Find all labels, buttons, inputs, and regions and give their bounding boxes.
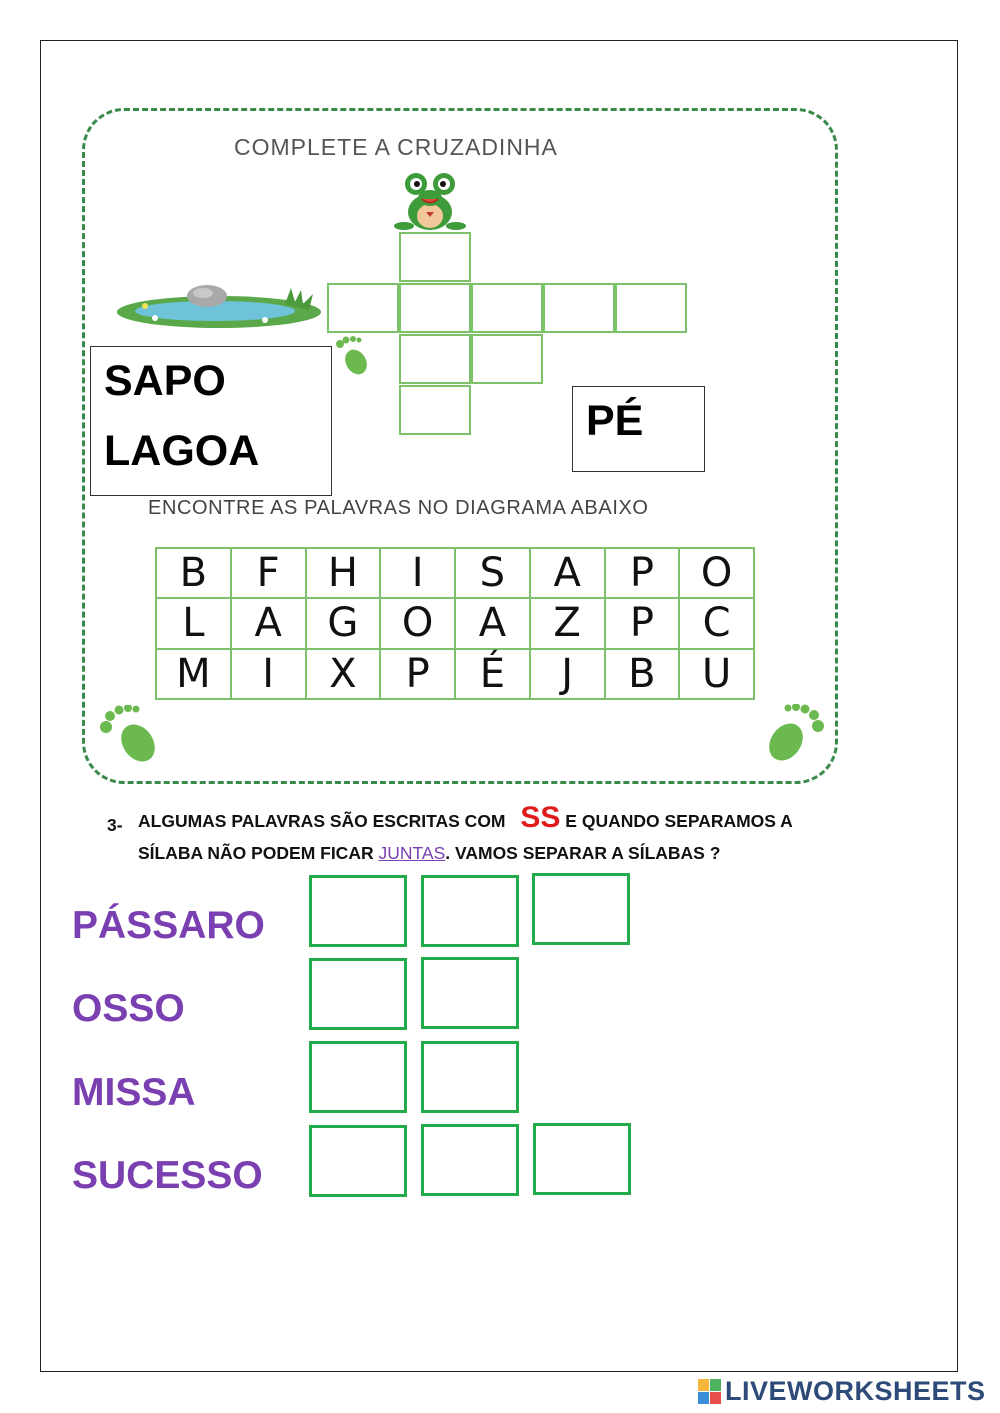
crossword-cell[interactable] bbox=[471, 334, 543, 384]
instruction-text: . VAMOS SEPARAR A SÍLABAS ? bbox=[445, 843, 721, 863]
syllable-box[interactable] bbox=[532, 873, 630, 945]
clue-word: PÉ bbox=[586, 397, 644, 445]
syllable-box[interactable] bbox=[309, 1125, 407, 1197]
wordsearch-cell[interactable]: L bbox=[156, 598, 231, 648]
crossword-cell[interactable] bbox=[615, 283, 687, 333]
exercise-instruction-line2 bbox=[138, 843, 720, 864]
wordsearch-cell[interactable]: O bbox=[380, 598, 455, 648]
wordsearch-cell[interactable]: B bbox=[156, 548, 231, 598]
wordsearch-cell[interactable]: F bbox=[231, 548, 306, 598]
crossword-cell[interactable] bbox=[399, 232, 471, 282]
wordsearch-cell[interactable]: P bbox=[605, 548, 680, 598]
wordsearch-grid bbox=[155, 547, 755, 700]
footprint-icon bbox=[758, 704, 826, 766]
wordsearch-cell[interactable]: G bbox=[306, 598, 381, 648]
wordsearch-cell[interactable]: I bbox=[380, 548, 455, 598]
crossword-cell[interactable] bbox=[471, 283, 543, 333]
instruction-text: E QUANDO SEPARAMOS A bbox=[565, 811, 793, 831]
frog-icon bbox=[394, 170, 466, 232]
wordsearch-cell[interactable]: P bbox=[605, 598, 680, 648]
instruction-text: SÍLABA NÃO PODEM FICAR bbox=[138, 843, 374, 863]
liveworksheets-logo-icon bbox=[698, 1379, 722, 1405]
wordsearch-cell[interactable]: O bbox=[679, 548, 754, 598]
brand-name: LIVEWORKSHEETS bbox=[725, 1376, 986, 1406]
crossword-title: COMPLETE A CRUZADINHA bbox=[234, 134, 558, 160]
wordsearch-cell[interactable]: É bbox=[455, 649, 530, 699]
clue-word: SAPO bbox=[104, 357, 226, 405]
wordsearch-cell[interactable]: A bbox=[530, 548, 605, 598]
syllable-box[interactable] bbox=[309, 1041, 407, 1113]
wordsearch-cell[interactable]: B bbox=[605, 649, 680, 699]
syllable-box[interactable] bbox=[309, 958, 407, 1030]
crossword-cell[interactable] bbox=[399, 283, 471, 333]
wordsearch-cell[interactable]: X bbox=[306, 649, 381, 699]
wordsearch-cell[interactable]: Z bbox=[530, 598, 605, 648]
syllable-word: OSSO bbox=[72, 987, 185, 1030]
wordsearch-cell[interactable]: M bbox=[156, 649, 231, 699]
wordsearch-cell[interactable]: A bbox=[455, 598, 530, 648]
syllable-word: SUCESSO bbox=[72, 1154, 263, 1197]
footprint-icon bbox=[332, 336, 374, 378]
clue-box-left bbox=[90, 346, 332, 496]
ss-highlight: SS bbox=[520, 801, 561, 834]
syllable-box[interactable] bbox=[421, 1041, 519, 1113]
syllable-word: MISSA bbox=[72, 1071, 196, 1114]
syllable-box[interactable] bbox=[421, 1124, 519, 1196]
crossword-cell[interactable] bbox=[399, 385, 471, 435]
pond-icon bbox=[115, 282, 323, 330]
wordsearch-cell[interactable]: I bbox=[231, 649, 306, 699]
wordsearch-cell[interactable]: H bbox=[306, 548, 381, 598]
wordsearch-cell[interactable]: U bbox=[679, 649, 754, 699]
juntas-underlined: JUNTAS bbox=[378, 843, 446, 863]
syllable-word: PÁSSARO bbox=[72, 904, 265, 947]
clue-word: LAGOA bbox=[104, 427, 260, 475]
footprint-icon bbox=[98, 705, 166, 767]
syllable-box[interactable] bbox=[533, 1123, 631, 1195]
syllable-box[interactable] bbox=[421, 875, 519, 947]
wordsearch-cell[interactable]: P bbox=[380, 649, 455, 699]
crossword-cell[interactable] bbox=[399, 334, 471, 384]
wordsearch-cell[interactable]: J bbox=[530, 649, 605, 699]
wordsearch-title: ENCONTRE AS PALAVRAS NO DIAGRAMA ABAIXO bbox=[148, 497, 649, 519]
wordsearch-cell[interactable]: S bbox=[455, 548, 530, 598]
crossword-cell[interactable] bbox=[327, 283, 399, 333]
exercise-instruction-line1 bbox=[138, 801, 793, 835]
wordsearch-cell[interactable]: C bbox=[679, 598, 754, 648]
crossword-cell[interactable] bbox=[543, 283, 615, 333]
exercise-number: 3- bbox=[107, 815, 123, 835]
brand-footer bbox=[698, 1376, 986, 1407]
wordsearch-cell[interactable]: A bbox=[231, 598, 306, 648]
instruction-text: ALGUMAS PALAVRAS SÃO ESCRITAS COM bbox=[138, 811, 506, 831]
clue-box-right bbox=[572, 386, 705, 472]
syllable-box[interactable] bbox=[309, 875, 407, 947]
syllable-box[interactable] bbox=[421, 957, 519, 1029]
